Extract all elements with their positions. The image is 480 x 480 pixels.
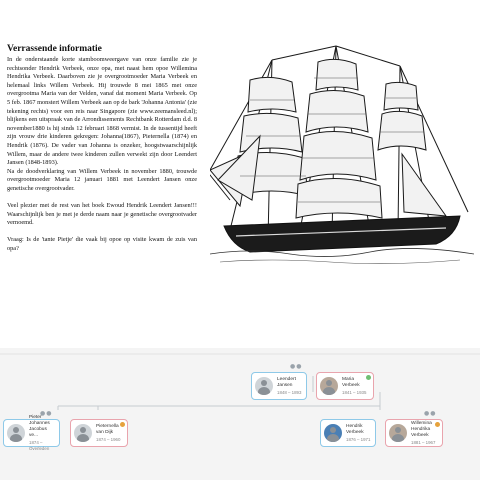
article-paragraph: Na de doodverklaring van Willem Verbeek in november 1880, trouwde overgrootmoeder Maria 12 januari 1881 met Leendert Jansen onze genetische overgrootvader. xyxy=(7,167,197,192)
family-tree xyxy=(0,348,480,480)
person-card-willemina-verbeek[interactable]: Willemina Hendrika Verbeek 1881 – 1967 xyxy=(385,419,443,447)
avatar xyxy=(320,377,338,395)
avatar xyxy=(255,377,273,395)
person-card-pieter-johannes[interactable]: Pieter Johannes Jacobus ve... 1874 – Overleden xyxy=(3,419,60,447)
article-heading: Verrassende informatie xyxy=(7,44,102,54)
article xyxy=(7,44,197,254)
avatar xyxy=(7,424,25,442)
hint-badge-icon[interactable] xyxy=(435,422,440,427)
tree-more-dots[interactable]: ●● xyxy=(290,363,303,370)
avatar xyxy=(324,424,342,442)
hint-badge-icon[interactable] xyxy=(120,422,125,427)
avatar xyxy=(74,424,92,442)
article-paragraph: In de onderstaande korte stamboomweergave van onze familie zie je rechtsonder Hendrik Verbeek, onze opa, met naast hem opoe Willemina Hendrika Verbeek. Daarboven zie je overgrootmoeder Maria Verbeek en helemaal links Willem Verbeek. Hij trouwde 8 mei 1865 met onze overgrootma Maria van der Velden, vanaf dat moment Maria Verbeek. Op 5 feb. 1867 monstert Willem Verbeek aan op de bark 'Johanna Antonia' (zie tekening rechts) voor een reis naar Singapore (zie www.zeemansleed.nl); blijkens een uitspraak van de Arrondissements Rechtbank Rotterdam d.d. 8 november1880 is hij sinds 12 februari 1868 vermist. In de tussentijd heeft zijn vrouw drie kinderen gekregen: Johanna(1867), Pieternella (1874) en Hendrik (1876). De vader van Johanna is onzeker, hoogstwaarschijnlijk Willem, maar de andere twee kinderen zullen verwekt zijn door Leendert Jansen (1848-1893). xyxy=(7,56,197,167)
person-card-leendert-jansen[interactable]: Leendert Jansen 1848 – 1893 xyxy=(251,372,307,400)
tree-more-dots[interactable]: ●● xyxy=(40,410,53,417)
tree-more-dots[interactable]: ●● xyxy=(424,410,437,417)
ship-illustration xyxy=(210,40,474,272)
person-card-pieternella-van-dijk[interactable]: Pieternella van Dijk 1874 – 1960 xyxy=(70,419,128,447)
article-paragraph: Vraag: Is de 'tante Pietje' die vaak bij opoe op visite kwam de zuis van opa? xyxy=(7,236,197,253)
article-paragraph: Veel plezier met de rest van het boek Ewoud Hendrik Leendert Jansen!!! Waarschijnlijk ben je met je derde naam naar je genetische overgrootvader vernoemd. xyxy=(7,202,197,227)
person-card-hendrik-verbeek[interactable]: Hendrik Verbeek 1876 – 1971 xyxy=(320,419,376,447)
hint-badge-icon[interactable] xyxy=(366,375,371,380)
tree-connector-lines xyxy=(0,348,480,480)
avatar xyxy=(389,424,407,442)
person-card-maria-verbeek[interactable]: Maria Verbeek 1841 – 1935 xyxy=(316,372,374,400)
